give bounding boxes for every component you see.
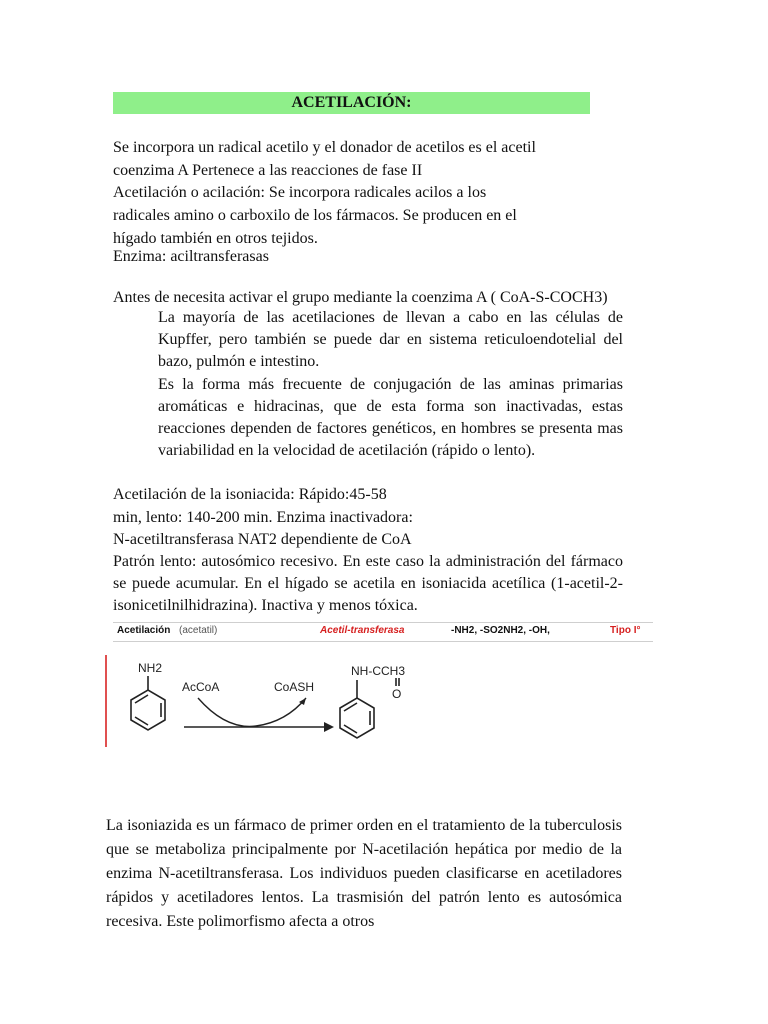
curved-arrow <box>198 698 306 726</box>
table-cell-name: Acetilación <box>117 625 171 636</box>
enzyme-line: Enzima: aciltransferasas <box>113 248 269 265</box>
reagent-in-label: AcCoA <box>182 680 220 694</box>
isoniacida-line: N-acetiltransferasa NAT2 dependiente de CoA <box>113 531 412 548</box>
acetylation-scheme <box>106 648 446 758</box>
product-group-label: NH-CCH3 <box>351 664 405 678</box>
intro-line: Se incorpora un radical acetilo y el donador de acetilos es el acetil <box>113 139 536 156</box>
intro-line: Acetilación o acilación: Se incorpora radicales acilos a los <box>113 184 487 201</box>
reagent-out-label: CoASH <box>274 680 315 694</box>
closing-paragraph: La isoniazida es un fármaco de primer orden en el tratamiento de la tuberculosis que se metaboliza principalmente por N-acetilación hepática por medio de la enzima N-acetiltransferasa. Los individuos pueden clasificarse en acetiladores rápidos y acetiladores lentos. La trasmisión del patrón lento es autosómica recesiva. Este polimorfismo afecta a otros <box>106 817 622 930</box>
reaction-arrowhead <box>324 722 334 732</box>
coenzyme-line: Antes de necesita activar el grupo mediante la coenzima A ( CoA-S-COCH3) <box>113 289 608 306</box>
isoniacida-line: Acetilación de la isoniacida: Rápido:45-58 <box>113 486 387 503</box>
reaction-table-row <box>113 622 653 642</box>
bullet-item: Es la forma más frecuente de conjugación de las aminas primarias aromáticas e hidracinas, que de esta forma son inactivadas, estas reacciones dependen de factores genéticos, en hombres se presenta mas variabilidad en la velocidad de acetilación (rápido o lento). <box>158 376 623 459</box>
bullet-item: La mayoría de las acetilaciones de llevan a cabo en las células de Kupffer, pero también se puede dar en sistema reticuloendotelial del bazo, pulmón e intestino. <box>158 309 623 370</box>
intro-line: coenzima A Pertenece a las reacciones de fase II <box>113 162 423 179</box>
product-oxygen-label: O <box>392 687 402 701</box>
table-cell-type: Tipo I° <box>610 625 641 636</box>
benzene-ring-product <box>340 678 402 738</box>
intro-line: hígado también en otros tejidos. <box>113 230 318 247</box>
benzene-ring-reactant <box>131 676 165 730</box>
isoniacida-line: min, lento: 140-200 min. Enzima inactivadora: <box>113 509 413 526</box>
patron-paragraph: Patrón lento: autosómico recesivo. En este caso la administración del fármaco se puede acumular. En el hígado se acetila en isoniacida acetílica (1-acetil-2-isonicetilnilhidrazina). Inactiva y menos tóxica. <box>113 553 623 614</box>
reactant-group-label: NH2 <box>138 661 163 675</box>
table-cell-enzyme: Acetil-transferasa <box>320 625 405 636</box>
section-title: ACETILACIÓN: <box>113 92 590 114</box>
table-cell-paren: (acetatil) <box>179 625 218 636</box>
table-cell-groups: -NH2, -SO2NH2, -OH, <box>451 625 550 636</box>
intro-line: radicales amino o carboxilo de los fármacos. Se producen en el <box>113 207 517 224</box>
